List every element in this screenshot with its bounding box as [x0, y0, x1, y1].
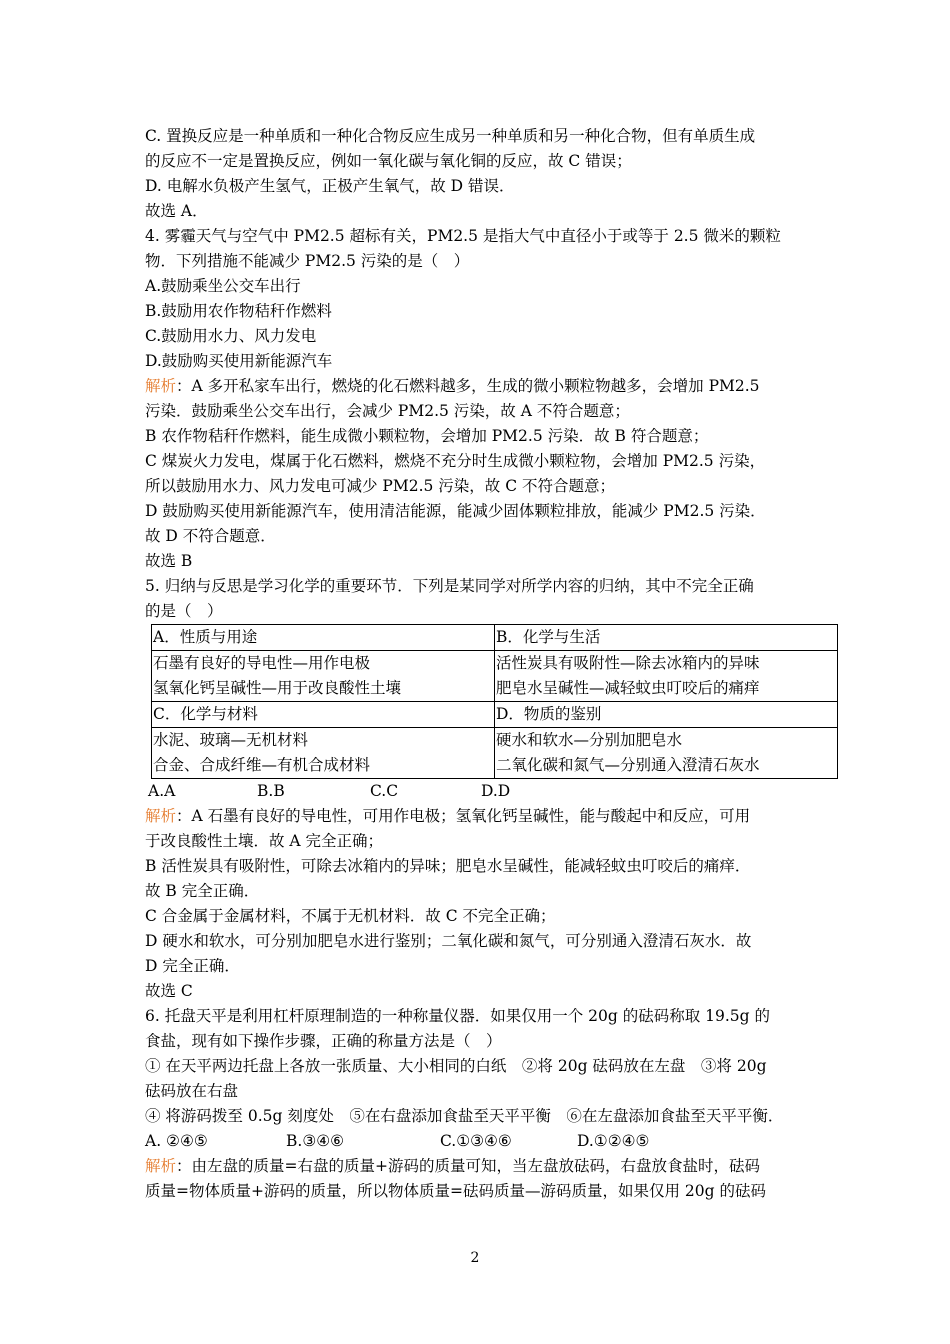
analysis-text: ：A 多开私家车出行，燃烧的化石燃料越多，生成的微小颗粒物越多，会增加 PM2.5	[176, 377, 760, 395]
q6-option-a: A. ②④⑤	[145, 1132, 208, 1150]
q4-option-c: C.鼓励用水力、风力发电	[145, 327, 317, 345]
q6-steps-line: ④ 将游码拨至 0.5g 刻度处 ⑤在右盘添加食盐至天平平衡 ⑥在左盘添加食盐至天平平衡．	[145, 1107, 784, 1125]
q6-analysis	[145, 1154, 835, 1179]
page-number: 2	[470, 1250, 480, 1266]
q6-option-b: B.③④⑥	[286, 1132, 345, 1150]
table-cell-a-title: A．性质与用途	[152, 625, 495, 651]
text-line: 故 B 完全正确．	[145, 882, 260, 900]
table-cell-a-content: 石墨有良好的导电性—用作电极 氢氧化钙呈碱性—用于改良酸性土壤	[152, 651, 495, 702]
text-line: 的反应不一定是置换反应，例如一氧化碳与氧化铜的反应，故 C 错误；	[145, 152, 632, 170]
text-line: 污染．鼓励乘坐公交车出行，会减少 PM2.5 污染，故 A 不符合题意；	[145, 402, 630, 420]
text-line: 于改良酸性土壤．故 A 完全正确；	[145, 832, 384, 850]
analysis-text: ：由左盘的质量=右盘的质量+游码的质量可知，当左盘放砝码，右盘放食盐时，砝码	[176, 1157, 760, 1175]
text-line: C 煤炭火力发电，煤属于化石燃料，燃烧不充分时生成微小颗粒物，会增加 PM2.5 污染，	[145, 452, 766, 470]
q4-analysis	[145, 374, 835, 399]
q4-option-a: A.鼓励乘坐公交车出行	[145, 277, 301, 295]
text-line: D 完全正确．	[145, 957, 240, 975]
text-line: C. 置换反应是一种单质和一种化合物反应生成另一种单质和另一种化合物，但有单质生成	[145, 127, 756, 145]
text-line: D 硬水和软水，可分别加肥皂水进行鉴别；二氧化碳和氮气，可分别通入澄清石灰水．故	[145, 932, 752, 950]
question-4-stem: 4. 雾霾天气与空气中 PM2.5 超标有关，PM2.5 是指大气中直径小于或等于 2.5 微米的颗粒	[145, 227, 781, 245]
table-cell-b-content: 活性炭具有吸附性—除去冰箱内的异味 肥皂水呈碱性—减轻蚊虫叮咬后的痛痒	[495, 651, 838, 702]
summary-table	[151, 624, 838, 779]
table-cell-d-content: 硬水和软水—分别加肥皂水 二氧化碳和氮气—分别通入澄清石灰水	[495, 728, 838, 779]
q6-option-c: C.①③④⑥	[440, 1132, 512, 1150]
q6-steps-line: ① 在天平两边托盘上各放一张质量、大小相同的白纸 ②将 20g 砝码放在左盘 ③将 20g	[145, 1057, 767, 1075]
q5-option-a: A.A	[148, 782, 176, 800]
q6-options	[145, 1129, 835, 1154]
text-line: 砝码放在右盘	[145, 1082, 239, 1100]
table-cell-c-title: C．化学与材料	[152, 702, 495, 728]
text-line: B 活性炭具有吸附性，可除去冰箱内的异味；肥皂水呈碱性，能减轻蚊虫叮咬后的痛痒．	[145, 857, 751, 875]
text-line: C 合金属于金属材料，不属于无机材料．故 C 不完全正确；	[145, 907, 556, 925]
text-line: 故选 C	[145, 982, 193, 1000]
q5-option-b: B.B	[257, 782, 285, 800]
text-line: 故选 B	[145, 552, 193, 570]
q5-options	[145, 779, 835, 804]
table-cell-d-title: D．物质的鉴别	[495, 702, 838, 728]
text-line: B 农作物秸秆作燃料，能生成微小颗粒物，会增加 PM2.5 污染．故 B 符合题意；	[145, 427, 709, 445]
q6-option-d: D.①②④⑤	[577, 1132, 650, 1150]
q5-option-c: C.C	[370, 782, 399, 800]
table-cell-b-title: B．化学与生活	[495, 625, 838, 651]
text-line: 质量=物体质量+游码的质量，所以物体质量=砝码质量—游码质量，如果仅用 20g 的砝码	[145, 1182, 766, 1200]
table-cell-c-content: 水泥、玻璃—无机材料 合金、合成纤维—有机合成材料	[152, 728, 495, 779]
q4-option-b: B.鼓励用农作物秸秆作燃料	[145, 302, 332, 320]
question-6-stem: 6. 托盘天平是利用杠杆原理制造的一种称量仪器．如果仅用一个 20g 的砝码称取 19.5g 的	[145, 1007, 771, 1025]
q5-option-d: D.D	[481, 782, 511, 800]
text-line: 所以鼓励用水力、风力发电可减少 PM2.5 污染，故 C 不符合题意；	[145, 477, 616, 495]
analysis-text: ：A 石墨有良好的导电性，可用作电极；氢氧化钙呈碱性，能与酸起中和反应，可用	[176, 807, 751, 825]
text-line: 故选 A．	[145, 202, 208, 220]
page-content	[145, 124, 835, 1204]
text-line: 物．下列措施不能减少 PM2.5 污染的是（ ）	[145, 252, 470, 270]
q5-analysis	[145, 804, 835, 829]
q4-option-d: D.鼓励购买使用新能源汽车	[145, 352, 333, 370]
text-line: D. 电解水负极产生氢气，正极产生氧气，故 D 错误．	[145, 177, 515, 195]
analysis-label: 解析	[145, 807, 177, 825]
text-line: 的是（ ）	[145, 602, 223, 620]
analysis-label: 解析	[145, 377, 177, 395]
text-line: 食盐，现有如下操作步骤，正确的称量方法是（ ）	[145, 1032, 502, 1050]
analysis-label: 解析	[145, 1157, 177, 1175]
text-line: D 鼓励购买使用新能源汽车，使用清洁能源，能减少固体颗粒排放，能减少 PM2.5 污染．	[145, 502, 766, 520]
question-5-stem: 5. 归纳与反思是学习化学的重要环节．下列是某同学对所学内容的归纳，其中不完全正确	[145, 577, 754, 595]
text-line: 故 D 不符合题意．	[145, 527, 276, 545]
